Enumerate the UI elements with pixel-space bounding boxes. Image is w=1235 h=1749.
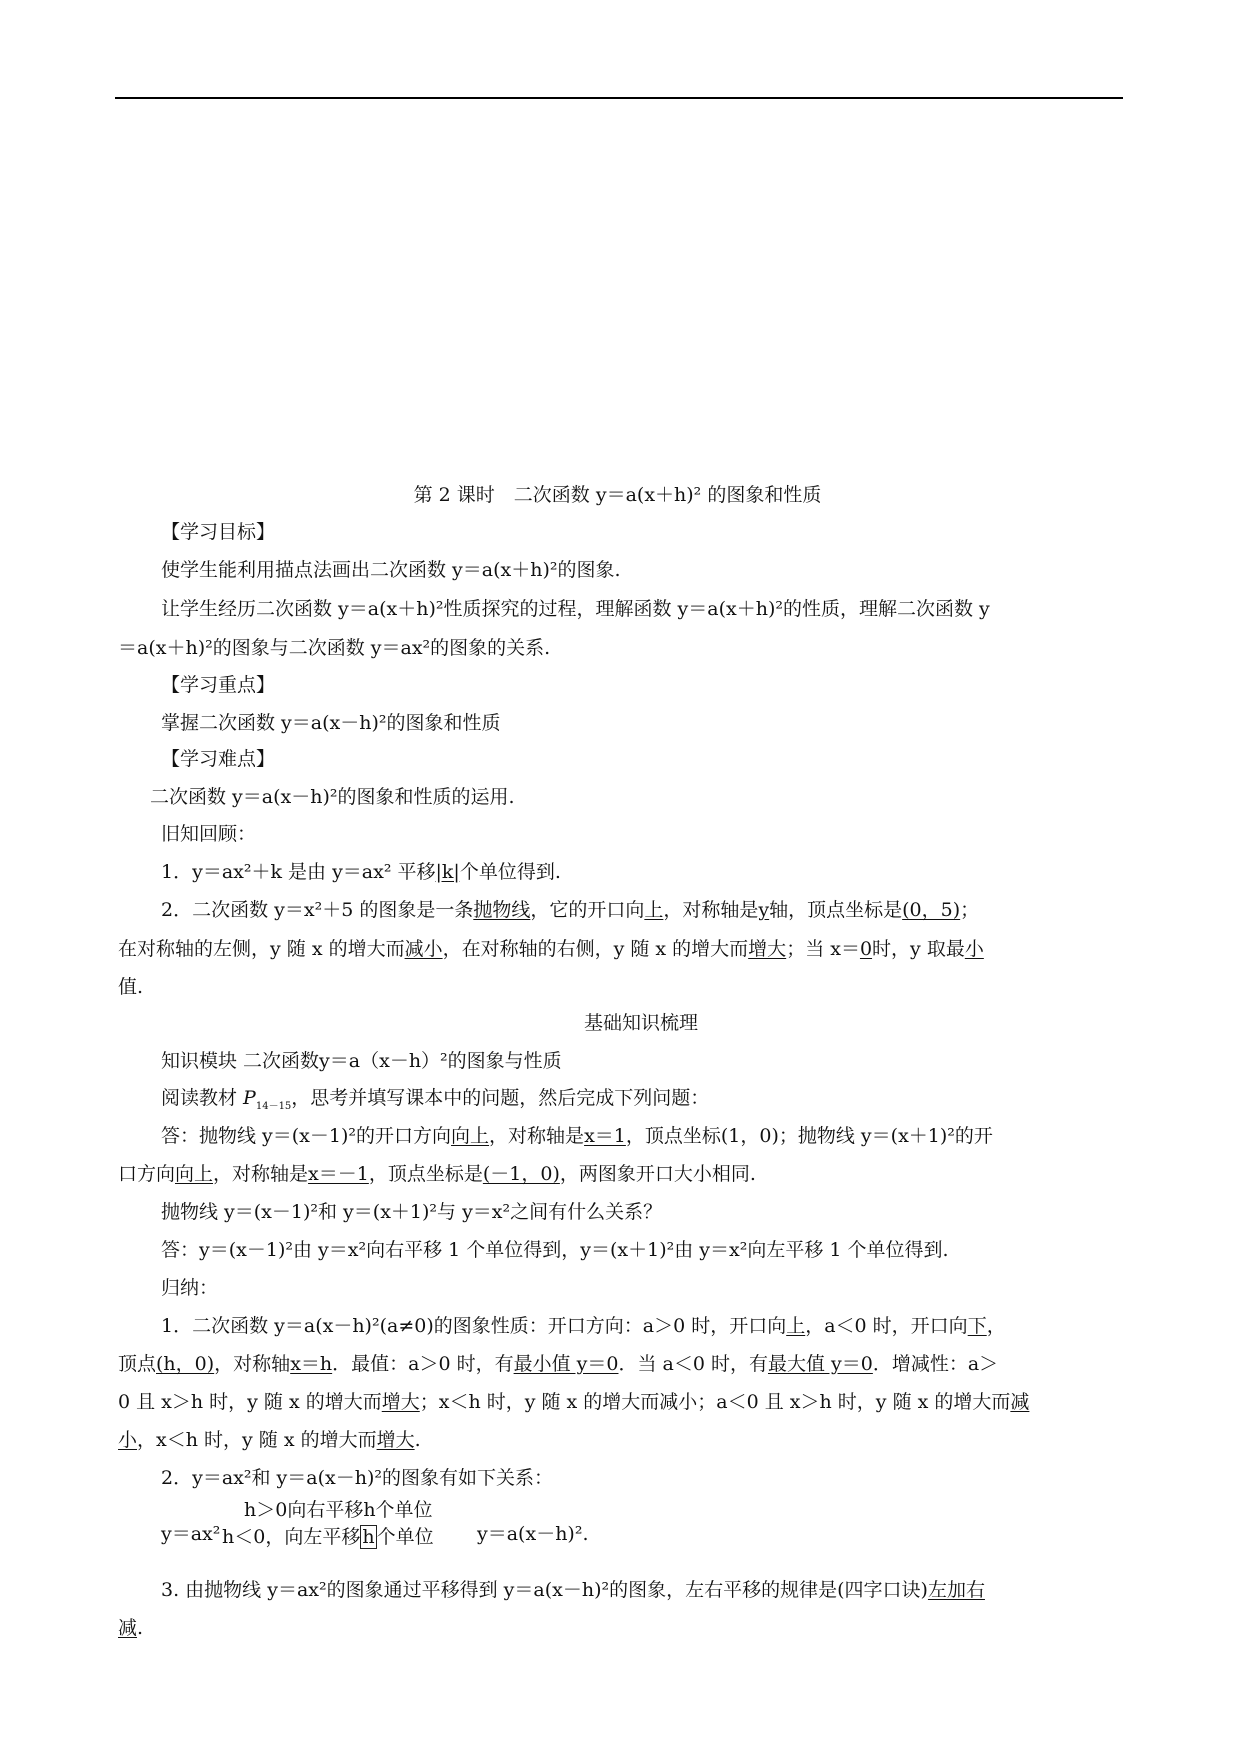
summary2: 2．y＝ax²和 y＝a(x－h)²的图象有如下关系： xyxy=(161,1467,553,1489)
answer-blank: y xyxy=(758,899,770,921)
difficulty-heading: 【学习难点】 xyxy=(161,748,276,770)
review-q2-line3: 值. xyxy=(118,976,144,998)
summary1-line4: 小，x＜h 时，y 随 x 的增大而增大. xyxy=(118,1429,421,1451)
review-q1: 1．y＝ax²＋k 是由 y＝ax² 平移|k|个单位得到. xyxy=(161,861,561,883)
review-q2-line1: 2．二次函数 y＝x²＋5 的图象是一条抛物线，它的开口向上，对称轴是y轴，顶点坐标是(0，5)； xyxy=(161,899,980,921)
translation-left-label: h＜0，向左平移 h 个单位 xyxy=(222,1526,434,1548)
answer-blank: 减小 xyxy=(404,938,443,960)
answer1-line2: 口方向向上，对称轴是x＝－1，顶点坐标是(－1，0)，两图象开口大小相同. xyxy=(118,1163,756,1185)
answer-blank: 增大 xyxy=(376,1429,415,1451)
answer-blank: (h，0) xyxy=(156,1353,215,1375)
answer-blank: 向上 xyxy=(175,1163,214,1185)
answer-blank: 增大 xyxy=(381,1391,420,1413)
answer-blank: 0 xyxy=(859,938,873,960)
summary3-line1: 3. 由抛物线 y＝ax²的图象通过平移得到 y＝a(x－h)²的图象，左右平移的规律是(四字口诀)左加右 xyxy=(161,1579,985,1601)
review-q2-line2: 在对称轴的左侧，y 随 x 的增大而减小，在对称轴的右侧，y 随 x 的增大而增大；当 x＝0时，y 取最小 xyxy=(118,938,984,960)
summary3-line2: 减. xyxy=(118,1617,144,1639)
answer1-line1: 答：抛物线 y＝(x－1)²的开口方向向上，对称轴是x＝1，顶点坐标(1，0)；抛物线 y＝(x＋1)²的开 xyxy=(161,1125,993,1147)
answer-blank: 抛物线 xyxy=(473,899,531,921)
goals-heading: 【学习目标】 xyxy=(161,521,276,543)
answer-blank: 向上 xyxy=(451,1125,490,1147)
reading-instruction: 阅读教材 $P_{14-15}$，思考并填写课本中的问题，然后完成下列问题： xyxy=(161,1087,710,1112)
summary1-line2: 顶点(h，0)，对称轴x＝h．最值：a＞0 时，有最小值 y＝0．当 a＜0 时，有最大值 y＝0．增减性：a＞ xyxy=(118,1353,999,1375)
goals-p2b: ＝a(x＋h)²的图象与二次函数 y＝ax²的图象的关系. xyxy=(118,637,551,659)
answer-blank: x＝1 xyxy=(584,1125,626,1147)
target-function: y＝a(x－h)². xyxy=(477,1523,589,1545)
difficulty-p1: 二次函数 y＝a(x－h)²的图象和性质的运用. xyxy=(150,786,515,808)
focus-p1: 掌握二次函数 y＝a(x－h)²的图象和性质 xyxy=(161,712,501,734)
lesson-title: 第 2 课时 二次函数 y＝a(x＋h)² 的图象和性质 xyxy=(413,484,822,506)
question-relation: 抛物线 y＝(x－1)²和 y＝(x＋1)²与 y＝x²之间有什么关系？ xyxy=(161,1201,663,1223)
answer-blank: 最大值 y＝0 xyxy=(767,1353,873,1375)
answer-blank: x＝－1 xyxy=(308,1163,369,1185)
answer-blank: 小 xyxy=(964,938,984,960)
answer-blank: 左加右 xyxy=(927,1579,985,1601)
summary1-line3: 0 且 x＞h 时，y 随 x 的增大而增大；x＜h 时，y 随 x 的增大而减小；a＜0 且 x＞h 时，y 随 x 的增大而减 xyxy=(118,1391,1030,1413)
focus-heading: 【学习重点】 xyxy=(161,674,276,696)
summary1-line1: 1．二次函数 y＝a(x－h)²(a≠0)的图象性质：开口方向：a＞0 时，开口向上，a＜0 时，开口向下， xyxy=(161,1315,1006,1337)
review-heading: 旧知回顾： xyxy=(161,823,257,845)
answer-blank: 增大 xyxy=(748,938,787,960)
answer-blank: 最小值 y＝0 xyxy=(513,1353,619,1375)
answer-relation: 答：y＝(x－1)²由 y＝x²向右平移 1 个单位得到，y＝(x＋1)²由 y＝x²向左平移 1 个单位得到. xyxy=(161,1239,949,1261)
answer-blank: 小 xyxy=(118,1429,138,1451)
answer-blank: 上 xyxy=(786,1315,806,1337)
goals-p1: 使学生能利用描点法画出二次函数 y＝a(x＋h)²的图象. xyxy=(161,559,621,581)
summary-heading: 归纳： xyxy=(161,1277,219,1299)
answer-blank: 减 xyxy=(118,1617,138,1639)
answer-blank: 下 xyxy=(967,1315,987,1337)
translation-right-label: h＞0向右平移h个单位 xyxy=(244,1499,433,1521)
header-rule xyxy=(115,97,1123,99)
answer-blank: x＝h xyxy=(290,1353,333,1375)
answer-blank: |k| xyxy=(435,861,460,883)
answer-blank: 减 xyxy=(1010,1391,1030,1413)
answer-blank: (－1，0) xyxy=(482,1163,560,1185)
goals-p2a: 让学生经历二次函数 y＝a(x＋h)²性质探究的过程，理解函数 y＝a(x＋h)²的性质，理解二次函数 y xyxy=(161,598,990,620)
answer-blank: 上 xyxy=(644,899,664,921)
source-function: y＝ax² xyxy=(161,1523,221,1545)
module-title: 知识模块 二次函数y＝a（x－h）²的图象与性质 xyxy=(161,1050,562,1072)
answer-blank: (0，5) xyxy=(902,899,961,921)
section-title: 基础知识梳理 xyxy=(583,1012,698,1034)
